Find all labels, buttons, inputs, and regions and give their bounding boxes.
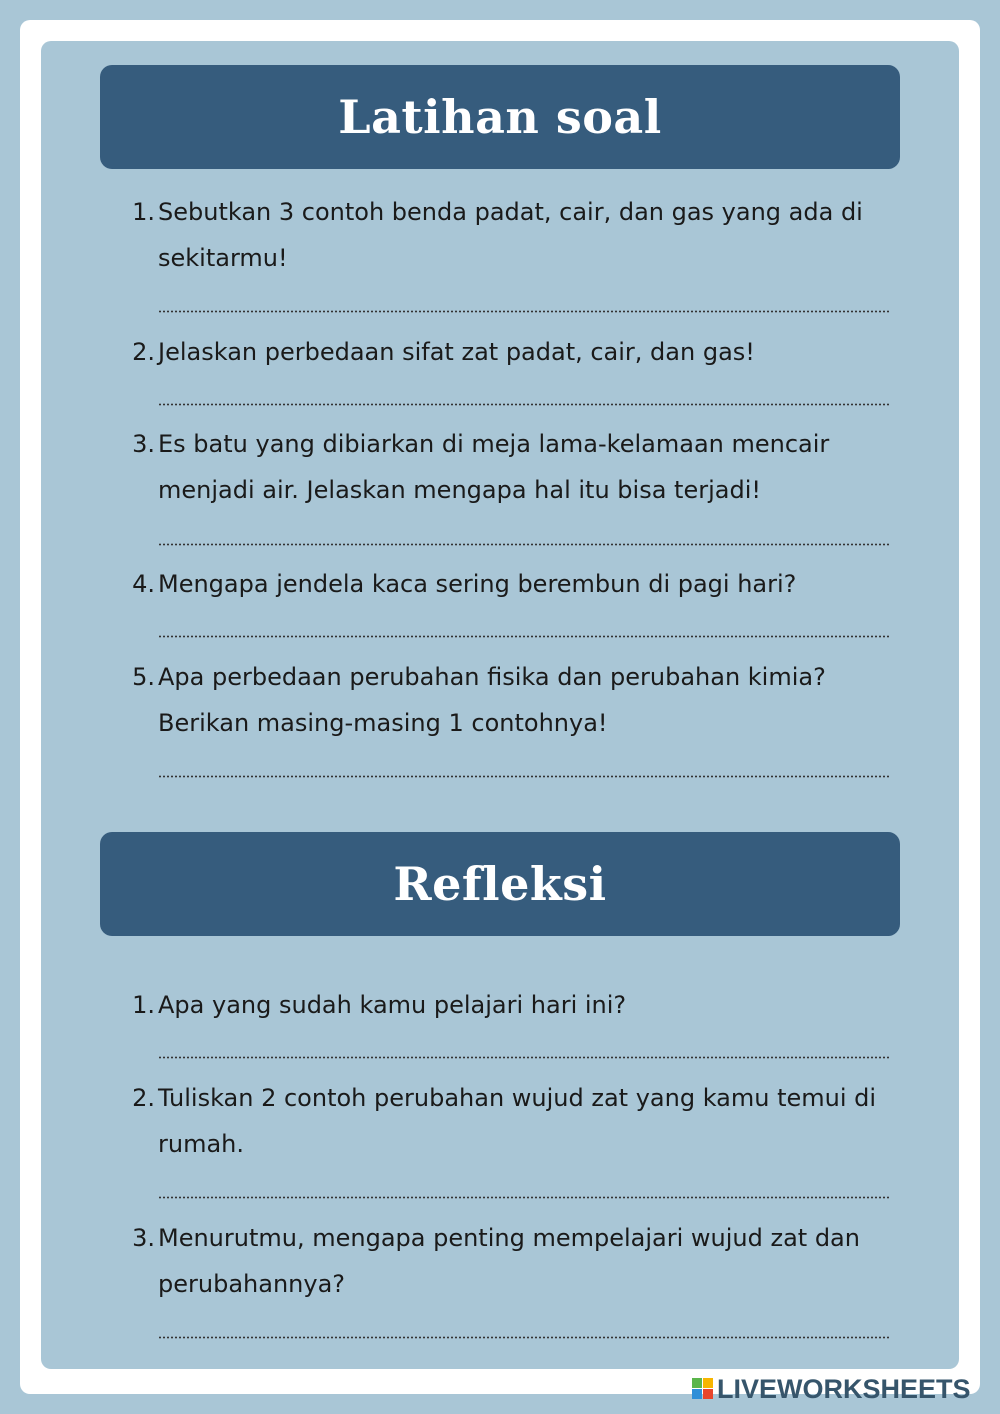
question-number: 1. bbox=[132, 198, 155, 226]
question-text: Menurutmu, mengapa penting mempelajari wujud zat dan perubahannya? bbox=[158, 1224, 860, 1298]
question-number: 4. bbox=[132, 570, 155, 598]
question-text: Sebutkan 3 contoh benda padat, cair, dan gas yang ada di sekitarmu! bbox=[158, 198, 863, 272]
section-title: Refleksi bbox=[393, 857, 607, 911]
answer-line[interactable] bbox=[158, 1056, 891, 1059]
question-number: 3. bbox=[132, 430, 155, 458]
question-number: 3. bbox=[132, 1224, 155, 1252]
question-text: Tuliskan 2 contoh perubahan wujud zat yang kamu temui di rumah. bbox=[158, 1084, 877, 1158]
question-text: Mengapa jendela kaca sering berembun di pagi hari? bbox=[158, 570, 797, 598]
brand-name: LIVEWORKSHEETS bbox=[717, 1373, 971, 1404]
section-banner-latihan-soal bbox=[100, 65, 900, 169]
answer-line[interactable] bbox=[158, 635, 891, 638]
answer-line[interactable] bbox=[158, 1196, 891, 1199]
answer-line[interactable] bbox=[158, 543, 891, 546]
section-banner-refleksi bbox=[100, 832, 900, 936]
answer-line[interactable] bbox=[158, 775, 891, 778]
question-text: Apa yang sudah kamu pelajari hari ini? bbox=[158, 991, 627, 1019]
section-title: Latihan soal bbox=[338, 90, 662, 144]
question-text: Es batu yang dibiarkan di meja lama-kelamaan mencair menjadi air. Jelaskan mengapa hal itu bisa terjadi! bbox=[158, 430, 830, 504]
liveworksheets-logo-icon bbox=[692, 1378, 714, 1400]
question-text: Jelaskan perbedaan sifat zat padat, cair, dan gas! bbox=[158, 338, 755, 366]
question-number: 5. bbox=[132, 663, 155, 691]
question-number: 2. bbox=[132, 338, 155, 366]
answer-line[interactable] bbox=[158, 403, 891, 406]
liveworksheets-brand[interactable] bbox=[692, 1374, 971, 1404]
question-text: Apa perbedaan perubahan fisika dan perubahan kimia? Berikan masing-masing 1 contohnya! bbox=[158, 663, 826, 737]
question-number: 1. bbox=[132, 991, 155, 1019]
answer-line[interactable] bbox=[158, 1336, 891, 1339]
answer-line[interactable] bbox=[158, 310, 891, 313]
question-number: 2. bbox=[132, 1084, 155, 1112]
